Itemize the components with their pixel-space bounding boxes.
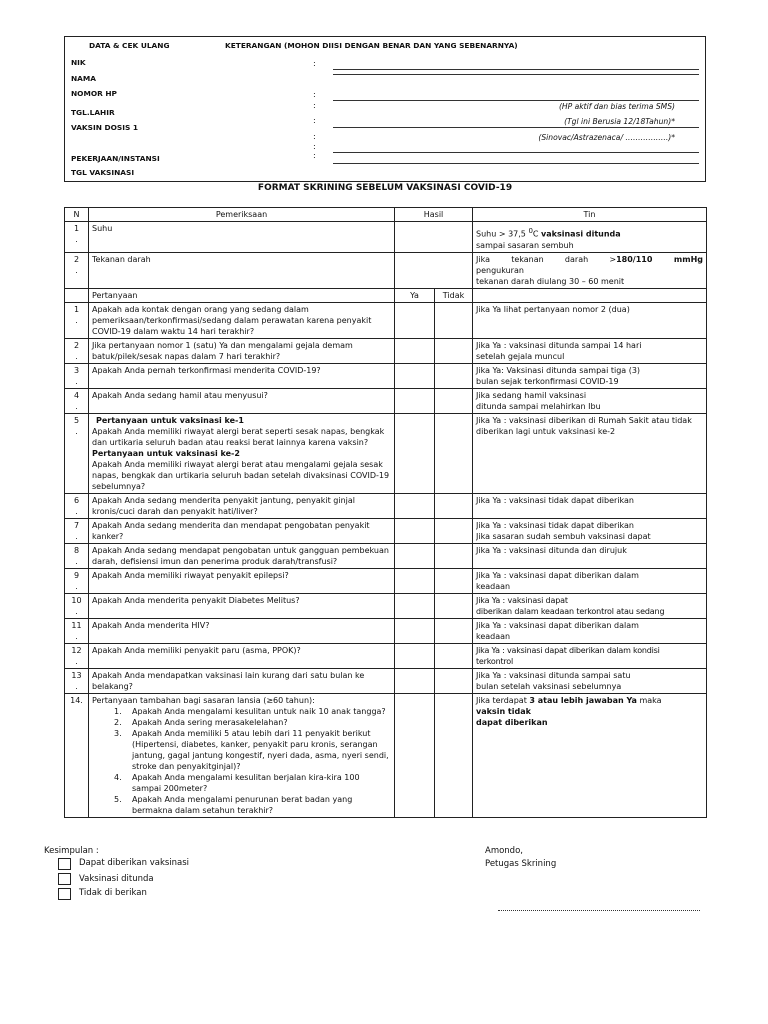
table-row: 10 . Apakah Anda menderita penyakit Diabetes Melitus? Jika Ya : vaksinasi dapat diberikan dalam keadaan terkontrol atau sedang: [65, 593, 707, 618]
field-note: (Tgl ini Berusia 12/18Tahun)*: [564, 117, 675, 126]
field-nama[interactable]: [65, 74, 705, 88]
tidak-cell[interactable]: [435, 338, 473, 363]
ya-cell[interactable]: [395, 693, 435, 817]
field-pekerjaan[interactable]: PEKERJAAN/INSTANSI :: [65, 154, 705, 168]
field-label: NIK: [71, 58, 86, 67]
tidak-cell[interactable]: [435, 643, 473, 668]
checkbox-icon[interactable]: [58, 858, 71, 870]
elderly-question-list: [114, 706, 391, 816]
tidak-cell[interactable]: [435, 413, 473, 493]
table-row: 8 . Apakah Anda sedang mendapat pengobatan untuk gangguan pembekuan darah, defisiensi imun dan penerima produk darah/transfusi? Jika Ya : vaksinasi ditunda dan dirujuk: [65, 543, 707, 568]
table-row: 9 . Apakah Anda memiliki riwayat penyakit epilepsi? Jika Ya : vaksinasi dapat diberikan dalam keadaan: [65, 568, 707, 593]
page-title: FORMAT SKRINING SEBELUM VAKSINASI COVID-19: [257, 183, 513, 193]
list-item: 3. Apakah Anda memiliki 5 atau lebih dari 11 penyakit berikut (Hipertensi, diabetes, kanker, penyakit paru kronis, serangan jantung, gagal jantung kongestif, nyeri dada, asma, nyeri sendi, stroke dan penyakitginjal)?: [114, 728, 389, 771]
field-note: (HP aktif dan bias terima SMS): [558, 102, 675, 111]
ya-cell[interactable]: [395, 643, 435, 668]
ya-cell[interactable]: [395, 413, 435, 493]
field-vaksin-dosis-1[interactable]: VAKSIN DOSIS 1 : (Sinovac/Astrazenaca/ ……………..)*: [65, 131, 705, 145]
field-tgl-lahir[interactable]: TGL.LAHIR : (Tgl ini Berusia 12/18Tahun)*: [71, 108, 675, 126]
field-label: NAMA: [71, 74, 96, 83]
table-row: 14. Pertanyaan tambahan bagi sasaran lansia (≥60 tahun): 1. Apakah Anda mengalami kesulitan untuk naik 10 anak tangga? 2. Apakah Anda sering merasakelelahan? 3. Apakah Anda memiliki 5 atau lebih dari 11 penyakit berikut (Hipertensi, diabetes, kanker, penyakit paru kronis, serangan jantung, gagal jantung kongestif, nyeri dada, asma, nyeri sendi, stroke dan penyakitginjal)? 4. Apakah Anda mengalami kesulitan berjalan kira-kira 100 sampai 200meter? 5. Apakah Anda mengalami penurunan berat badan yang bermakna dalam setahun terakhir? Jika terdapat 3 atau lebih jawaban Ya maka vaksin tidak dapat diberikan: [65, 693, 707, 817]
list-item: 1. Apakah Anda mengalami kesulitan untuk naik 10 anak tangga?: [114, 706, 386, 716]
tidak-cell[interactable]: [435, 518, 473, 543]
list-item: 5. Apakah Anda mengalami penurunan berat badan yang bermakna dalam setahun terakhir?: [114, 794, 353, 815]
tidak-cell[interactable]: [435, 618, 473, 643]
question-header-row: Pertanyaan Ya Tidak: [65, 288, 707, 302]
table-row: 2 . Tekanan darah Jika tekanan darah >180/110 mmHg pengukuran tekanan darah diulang 30 – 60 menit: [65, 252, 707, 288]
identity-box: [64, 36, 706, 182]
table-row: 1 . Suhu Suhu > 37,5 $^0$C vaksinasi ditunda sampai sasaran sembuh: [65, 222, 707, 253]
field-blank[interactable]: :: [65, 141, 705, 155]
field-label: NOMOR HP: [71, 89, 117, 98]
table-header-row: [65, 208, 707, 222]
tidak-cell[interactable]: [435, 302, 473, 338]
col-header-tin: Tin: [473, 208, 707, 222]
tidak-cell[interactable]: [435, 668, 473, 693]
field-nomor-hp[interactable]: NOMOR HP :: [65, 89, 705, 103]
field-line[interactable]: [333, 127, 699, 128]
list-item: 2. Apakah Anda sering merasakelelahan?: [114, 717, 288, 727]
table-row: 13 . Apakah Anda mendapatkan vaksinasi lain kurang dari satu bulan ke belakang? Jika Ya : vaksinasi ditunda sampai satu bulan setelah vaksinasi sebelumnya: [65, 668, 707, 693]
hasil-cell[interactable]: [395, 252, 473, 288]
option-dapat-diberikan[interactable]: Dapat diberikan vaksinasi: [58, 858, 189, 870]
ya-cell[interactable]: [395, 388, 435, 413]
tidak-cell[interactable]: [435, 693, 473, 817]
ya-cell[interactable]: [395, 668, 435, 693]
table-row: 3 . Apakah Anda pernah terkonfirmasi menderita COVID-19? Jika Ya: Vaksinasi ditunda sampai tiga (3) bulan sejak terkonfirmasi COVID-19: [65, 363, 707, 388]
field-line[interactable]: [333, 74, 699, 75]
table-row: 1 . Apakah ada kontak dengan orang yang sedang dalam pemeriksaan/terkonfirmasi/sedang dalam perawatan karena penyakit COVID-19 dalam waktu 14 hari terakhir? Jika Ya lihat pertanyaan nomor 2 (dua): [65, 302, 707, 338]
field-label: TGL.LAHIR: [71, 108, 115, 117]
option-ditunda[interactable]: Vaksinasi ditunda: [79, 874, 154, 885]
ya-cell[interactable]: [395, 338, 435, 363]
field-line[interactable]: [333, 163, 699, 164]
field-line[interactable]: [333, 69, 699, 70]
option-tidak-diberikan[interactable]: Tidak di berikan: [58, 888, 147, 900]
field-tgl-vaksinasi[interactable]: [65, 168, 705, 182]
ya-cell[interactable]: [395, 593, 435, 618]
amondo-label: Amondo,: [485, 846, 523, 856]
ya-cell[interactable]: [395, 618, 435, 643]
field-nik[interactable]: NIK :: [65, 58, 705, 72]
table-row: 5 . Pertanyaan untuk vaksinasi ke-1 Apakah Anda memiliki riwayat alergi berat seperti sesak napas, bengkak dan urtikaria seluruh badan atau reaksi berat lainnya karena vaksin? Pertanyaan untuk vaksinasi ke-2 Apakah Anda memiliki riwayat alergi berat atau mengalami gejala sesak napas, bengkak dan urtikaria seluruh badan setelah divaksinasi COVID-19 sebelumnya? Jika Ya : vaksinasi diberikan di Rumah Sakit atau tidak diberikan lagi untuk vaksinasi ke-2: [65, 413, 707, 493]
col-header-pemeriksaan: Pemeriksaan: [89, 208, 395, 222]
field-label: TGL VAKSINASI: [71, 168, 135, 177]
table-row: 7 . Apakah Anda sedang menderita dan mendapat pengobatan penyakit kanker? Jika Ya : vaksinasi tidak dapat diberikan Jika sasaran sudah sembuh vaksinasi dapat: [65, 518, 707, 543]
ya-cell[interactable]: [395, 568, 435, 593]
ya-cell[interactable]: [395, 543, 435, 568]
tidak-cell[interactable]: [435, 543, 473, 568]
identity-col1-header: DATA & CEK ULANG: [89, 41, 170, 50]
col-header-hasil: Hasil: [395, 208, 473, 222]
table-row: 11 . Apakah Anda menderita HIV? Jika Ya : vaksinasi dapat diberikan dalam keadaan: [65, 618, 707, 643]
petugas-label: Petugas Skrining: [485, 859, 557, 869]
field-line[interactable]: [333, 152, 699, 153]
table-row: 4 . Apakah Anda sedang hamil atau menyusui? Jika sedang hamil vaksinasi ditunda sampai melahirkan Ibu: [65, 388, 707, 413]
tidak-cell[interactable]: [435, 593, 473, 618]
hasil-cell[interactable]: [395, 222, 473, 253]
table-row: 12 . Apakah Anda memiliki penyakit paru (asma, PPOK)? Jika Ya : vaksinasi dapat diberikan dalam kondisi terkontrol: [65, 643, 707, 668]
tidak-cell[interactable]: [435, 493, 473, 518]
table-row: 6 . Apakah Anda sedang menderita penyakit jantung, penyakit ginjal kronis/cuci darah dan penyakit hati/liver? Jika Ya : vaksinasi tidak dapat diberikan: [65, 493, 707, 518]
checkbox-icon[interactable]: [58, 873, 71, 885]
field-hp-note: : (HP aktif dan bias terima SMS): [313, 100, 675, 111]
checkbox-icon[interactable]: [58, 888, 71, 900]
ya-cell[interactable]: [395, 302, 435, 338]
identity-col2-header: KETERANGAN (MOHON DIISI DENGAN BENAR DAN YANG SEBENARNYA): [225, 41, 518, 50]
ya-cell[interactable]: [395, 363, 435, 388]
screening-table: [64, 207, 707, 818]
ya-cell[interactable]: [395, 518, 435, 543]
kesimpulan-label: Kesimpulan :: [44, 846, 99, 856]
signature-line[interactable]: [498, 910, 700, 911]
tidak-cell[interactable]: [435, 363, 473, 388]
table-row: 2 . Jika pertanyaan nomor 1 (satu) Ya dan mengalami gejala demam batuk/pilek/sesak napas dalam 7 hari terakhir? Jika Ya : vaksinasi ditunda sampai 14 hari setelah gejala muncul: [65, 338, 707, 363]
field-note: (Sinovac/Astrazenaca/ ……………..)*: [538, 133, 675, 142]
col-header-no: N: [65, 208, 89, 222]
tidak-cell[interactable]: [435, 568, 473, 593]
field-label: VAKSIN DOSIS 1: [71, 123, 139, 132]
ya-cell[interactable]: [395, 493, 435, 518]
tidak-cell[interactable]: [435, 388, 473, 413]
list-item: 4. Apakah Anda mengalami kesulitan berjalan kira-kira 100 sampai 200meter?: [114, 772, 360, 793]
field-label: PEKERJAAN/INSTANSI: [71, 154, 160, 163]
